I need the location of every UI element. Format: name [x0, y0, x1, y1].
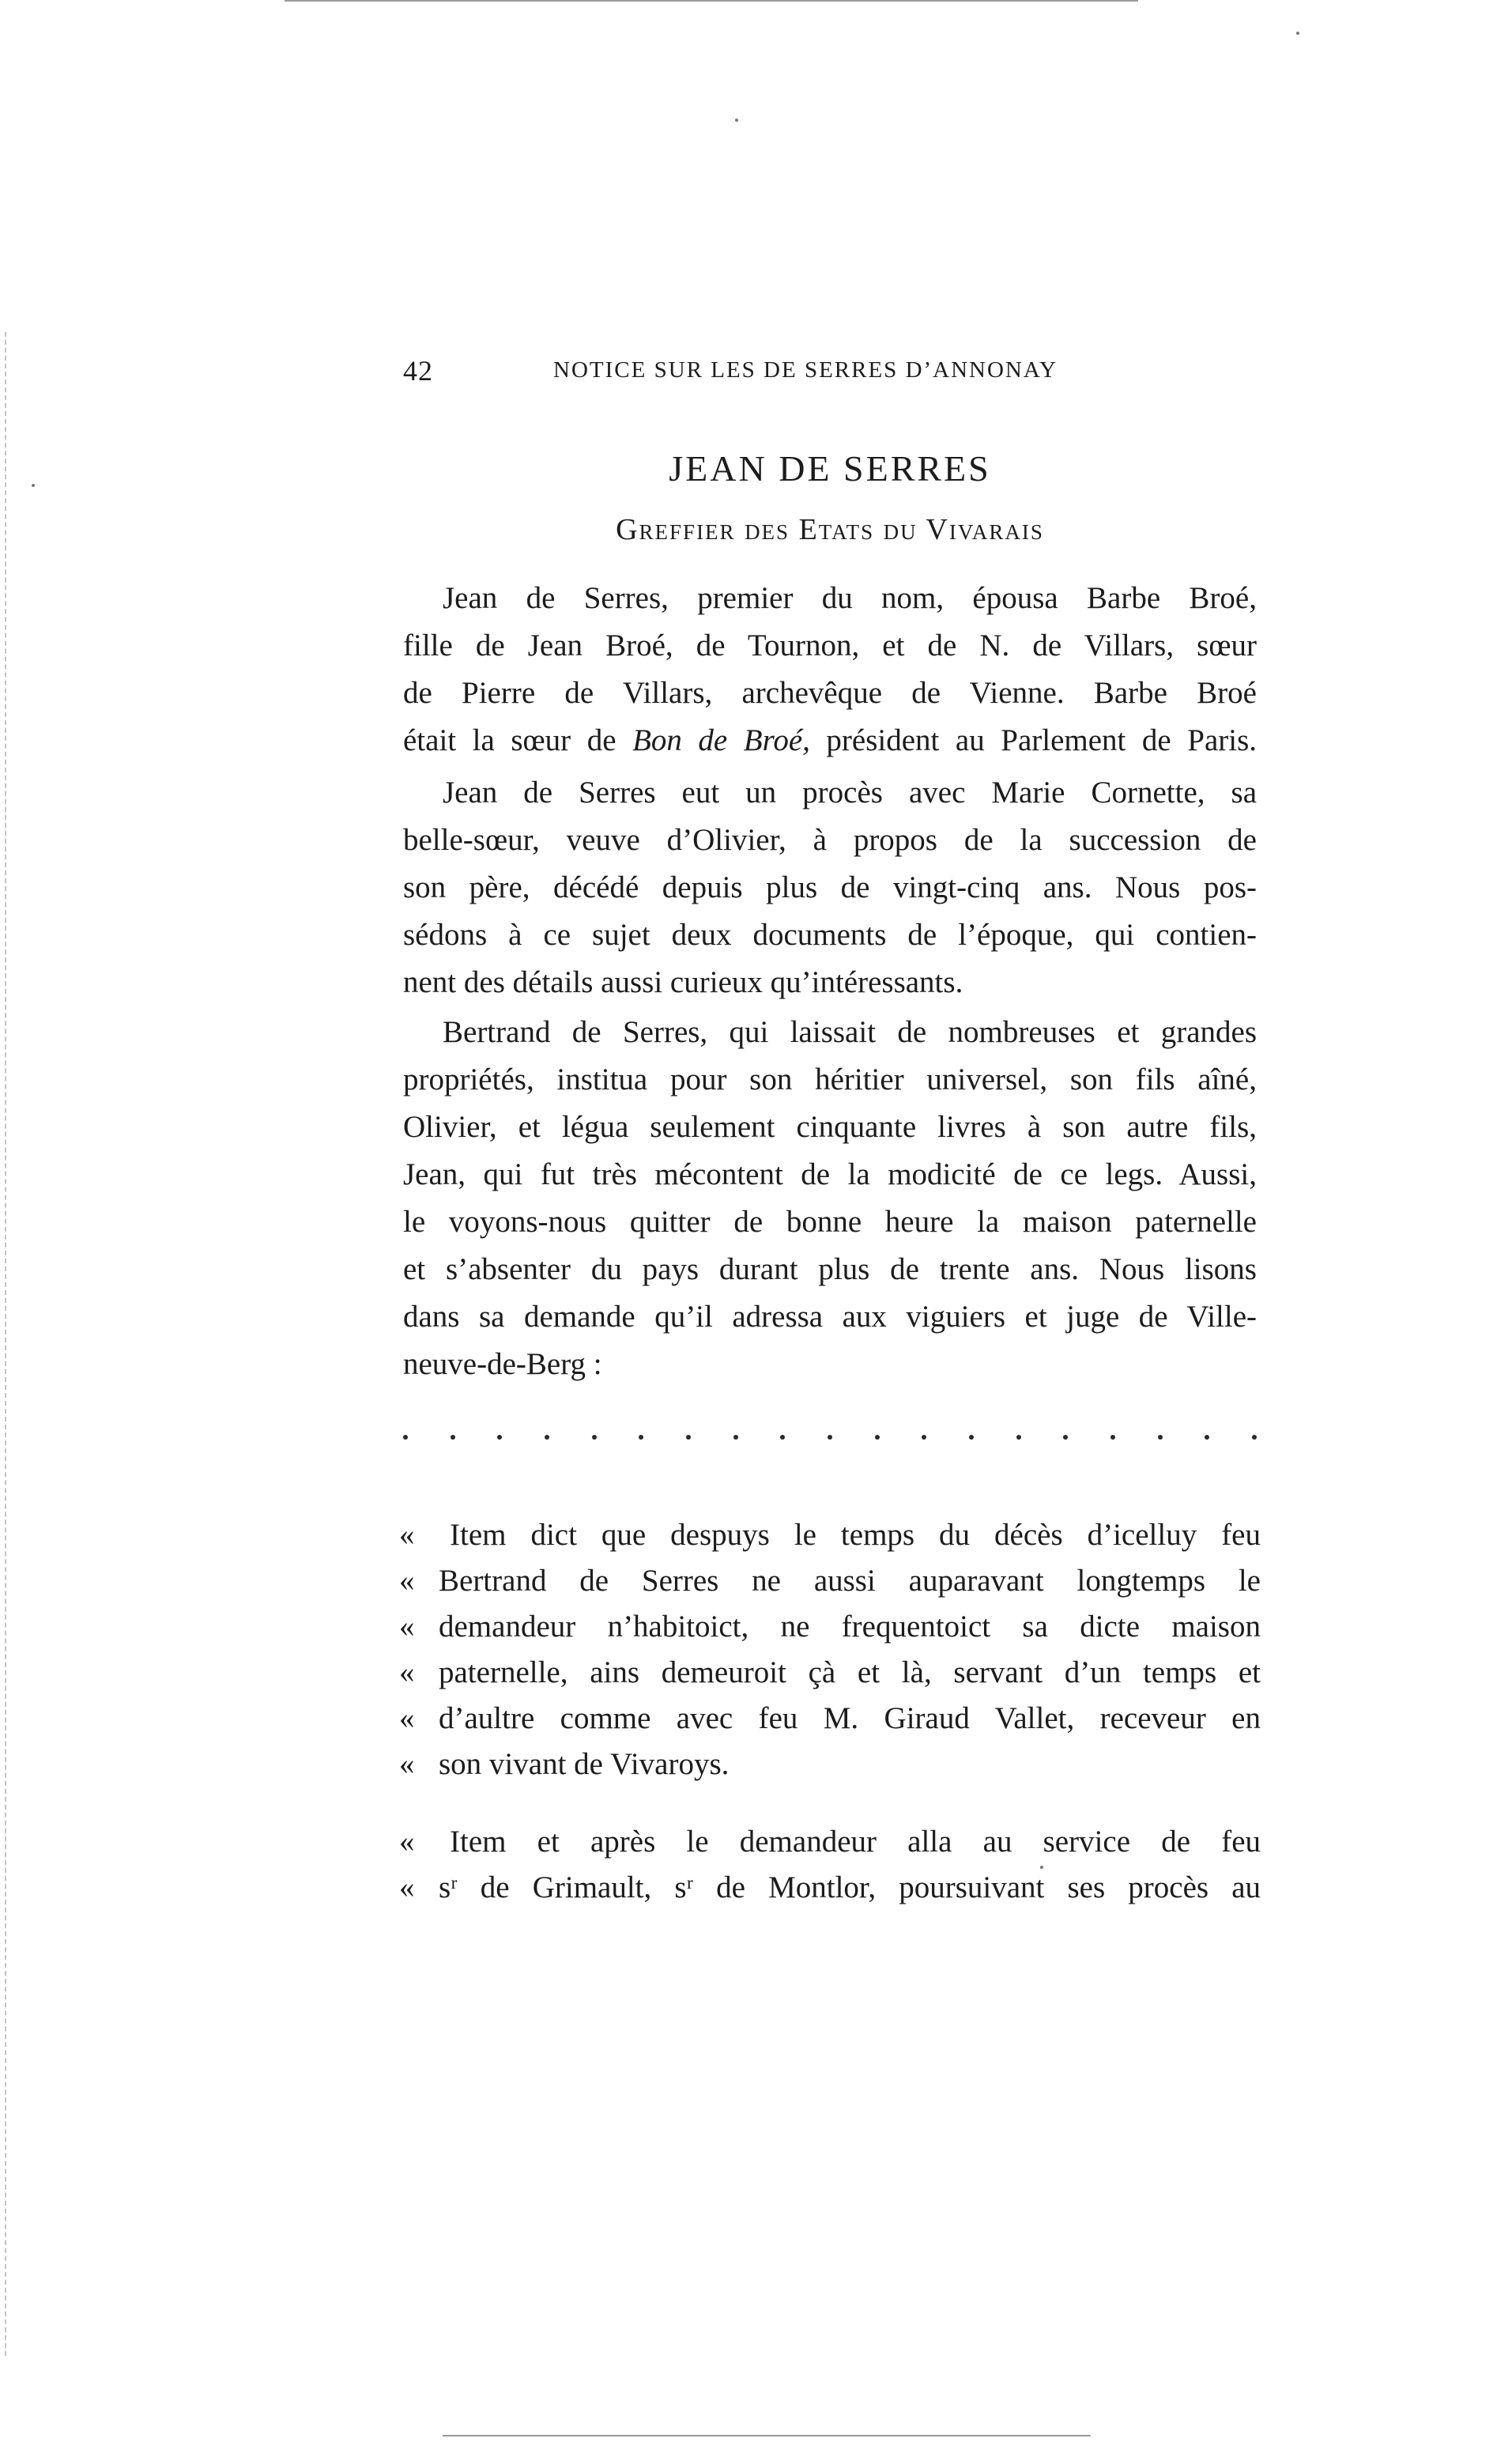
quote-mark: «	[399, 1701, 415, 1735]
scan-speck	[735, 119, 738, 122]
paragraph-1-line: Jean de Serres, premier du nom, épousa Barbe Broé,	[443, 581, 1257, 615]
paragraph-3-line: propriétés, institua pour son héritier universel, son fils aîné,	[403, 1062, 1257, 1096]
paragraph-2-line: Jean de Serres eut un procès avec Marie Cornette, sa	[443, 776, 1257, 810]
ellipsis-dot	[545, 1435, 549, 1440]
quote-text: Bertrand de Serres ne aussi auparavant longtemps le	[439, 1564, 1261, 1598]
page-number: 42	[403, 355, 433, 387]
quote-mark: «	[399, 1747, 415, 1781]
paragraph-1-line	[403, 722, 1257, 760]
text-run: président au Parlement de Paris.	[809, 723, 1257, 757]
quote-text: d’aultre comme avec feu M. Giraud Vallet, receveur en	[439, 1701, 1261, 1735]
ellipsis-dot	[1252, 1435, 1257, 1440]
ellipsis-dot	[451, 1435, 455, 1440]
ellipsis-dot	[1063, 1435, 1068, 1440]
ellipsis-dot	[1205, 1435, 1209, 1440]
ellipsis-dot	[922, 1435, 926, 1440]
quote-mark: «	[399, 1610, 415, 1644]
quote-text: Item et après le demandeur alla au service de feu	[450, 1825, 1261, 1859]
quote-text: son vivant de Vivaroys.	[439, 1747, 730, 1781]
paragraph-3-line: dans sa demande qu’il adressa aux viguiers et juge de Ville-	[403, 1300, 1257, 1334]
italic-name: Bon de Broé,	[632, 723, 810, 757]
ellipsis-dot	[686, 1435, 691, 1440]
ellipsis-dot	[875, 1435, 880, 1440]
ellipsis-dot	[733, 1435, 738, 1440]
paragraph-3-line: Olivier, et légua seulement cinquante livres à son autre fils,	[403, 1110, 1257, 1144]
ellipsis-dot	[497, 1435, 502, 1440]
ellipsis-dot	[1110, 1435, 1115, 1440]
paragraph-3-line: et s’absenter du pays durant plus de trente ans. Nous lisons	[403, 1252, 1257, 1286]
scan-edge-top	[285, 0, 1138, 2]
ellipsis-row	[403, 1427, 1257, 1451]
ellipsis-dot	[639, 1435, 643, 1440]
ellipsis-dot	[1158, 1435, 1163, 1440]
ellipsis-dot	[969, 1435, 974, 1440]
paragraph-2-line: belle-sœur, veuve d’Olivier, à propos de la succession de	[403, 823, 1257, 857]
ellipsis-dot	[780, 1435, 785, 1440]
scan-speck	[32, 484, 35, 487]
ellipsis-dot	[1016, 1435, 1021, 1440]
paragraph-2-line: sédons à ce sujet deux documents de l’époque, qui contien-	[403, 918, 1257, 952]
quote-mark: «	[399, 1870, 415, 1904]
quote-text: Item dict que despuys le temps du décès d’icelluy feu	[450, 1518, 1261, 1552]
ellipsis-dot	[592, 1435, 597, 1440]
running-title: NOTICE SUR LES DE SERRES D’ANNONAY	[553, 357, 1058, 383]
quote-text: paternelle, ains demeuroit çà et là, servant d’un temps et	[439, 1655, 1261, 1689]
paragraph-3-line: Jean, qui fut très mécontent de la modicité de ce legs. Aussi,	[403, 1157, 1257, 1191]
quote-mark: «	[399, 1518, 415, 1552]
scan-edge-bottom	[443, 2435, 1091, 2436]
paragraph-1-line: de Pierre de Villars, archevêque de Vienne. Barbe Broé	[403, 676, 1257, 710]
running-head	[403, 354, 1273, 402]
paragraph-2-line: nent des détails aussi curieux qu’intéressants.	[403, 965, 963, 999]
section-heading: JEAN DE SERRES	[669, 448, 991, 489]
paragraph-3-line: le voyons-nous quitter de bonne heure la maison paternelle	[403, 1205, 1257, 1239]
quote-mark: «	[399, 1564, 415, 1598]
ellipsis-dot	[403, 1435, 408, 1440]
quote-text: sʳ de Grimault, sʳ de Montlor, poursuivant ses procès au	[439, 1870, 1261, 1904]
paragraph-1-line: fille de Jean Broé, de Tournon, et de N. de Villars, sœur	[403, 628, 1257, 662]
quote-mark: «	[399, 1655, 415, 1689]
text-run: était la sœur de	[403, 723, 633, 757]
quote-mark: «	[399, 1825, 415, 1859]
scan-speck	[1296, 32, 1299, 35]
ellipsis-dot	[828, 1435, 832, 1440]
paragraph-3-line: neuve-de-Berg :	[403, 1347, 602, 1381]
section-subheading: Greffier des Etats du Vivarais	[616, 513, 1044, 546]
quote-text: demandeur n’habitoict, ne frequentoict sa dicte maison	[439, 1610, 1261, 1644]
paragraph-3-line: Bertrand de Serres, qui laissait de nombreuses et grandes	[443, 1015, 1257, 1049]
scan-edge-left	[5, 332, 6, 2356]
paragraph-2-line: son père, décédé depuis plus de vingt-cinq ans. Nous pos-	[403, 870, 1257, 904]
